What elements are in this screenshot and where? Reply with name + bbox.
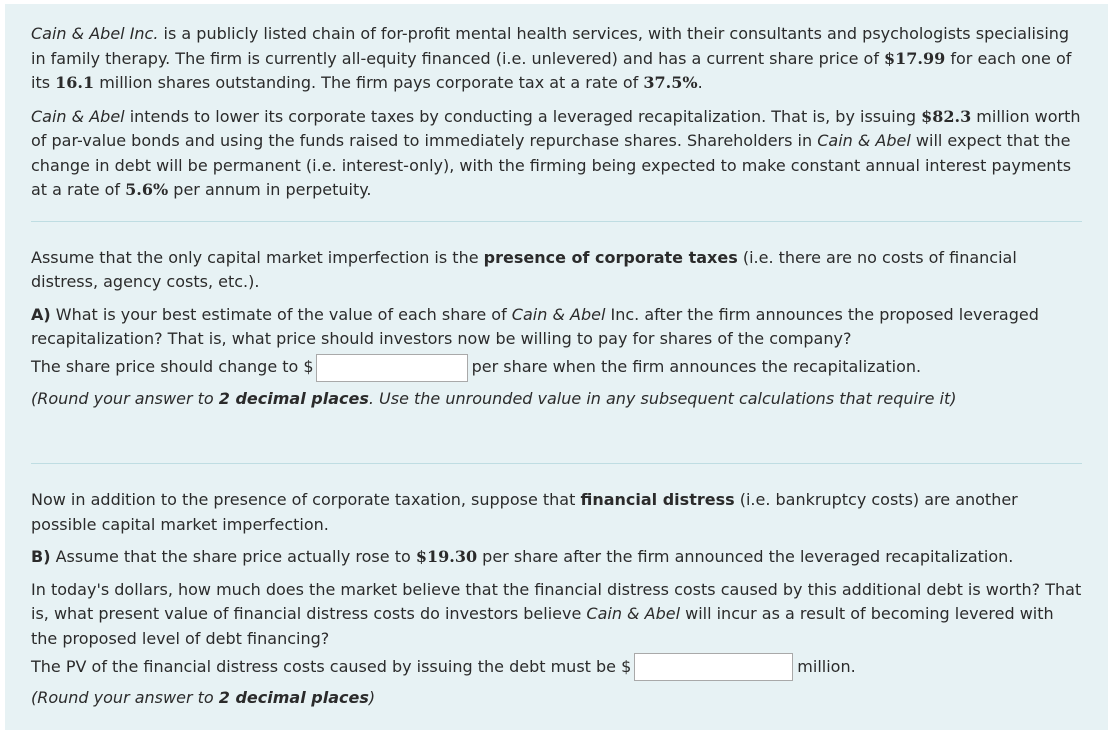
tax-rate: 37.5% — [643, 73, 698, 92]
question-text: In today's dollars, how much does the market believe that the financial distress costs caused by this additional debt is worth? That is, what present value of financial distress costs do investors believe — [31, 579, 1082, 623]
intro-text: . — [697, 73, 703, 92]
answer-prefix: The PV of the financial distress costs caused by issuing the debt must be $ — [31, 656, 632, 676]
assumption-text: Assume that the only capital market imperfection is the — [31, 247, 484, 267]
hint-text: (Round your answer to — [31, 688, 219, 707]
hint-bold: 2 decimal places — [218, 688, 369, 707]
part-b-intro — [31, 488, 1082, 537]
answer-suffix: per share when the firm announces the recapitalization. — [471, 357, 922, 377]
question-text: Inc. after the firm announces the proposed leveraged recapitalization? That is, what price should investors now be willing to pay for shares of the company? — [31, 304, 1039, 348]
answer-suffix: million. — [797, 656, 856, 676]
distress-cost-input[interactable] — [634, 653, 793, 681]
intro-text: for each one of its — [31, 48, 1072, 92]
recap-text: intends to lower its corporate taxes by conducting a leveraged recapitalization. That is, by issuing — [124, 106, 922, 126]
hint-bold: 2 decimal places — [218, 388, 369, 408]
hint-text: . Use the unrounded value in any subsequent calculations that require it) — [368, 388, 957, 408]
part-a-rounding-hint — [31, 387, 1082, 412]
question-text: per share after the firm announced the leveraged recapitalization. — [477, 547, 1014, 566]
part-b-label: B) — [31, 547, 51, 566]
recap-text: will expect that the change in debt will be permanent (i.e. interest-only), with the firming being expected to make constant annual interest payments at a rate of — [31, 131, 1072, 199]
intro-paragraph — [31, 22, 1082, 96]
share-price-input[interactable] — [316, 354, 468, 382]
debt-amount: $82.3 — [921, 106, 972, 126]
part-b-question-2 — [31, 578, 1082, 652]
question-text: will incur as a result of becoming levered with the proposed level of debt financing? — [31, 604, 1054, 648]
assumption-text: (i.e. there are no costs of financial distress, agency costs, etc.). — [31, 247, 1017, 291]
part-a-label: A) — [31, 304, 51, 324]
intro-text: is a publicly listed chain of for-profit mental health services, with their consultants and psychologists specialising in family therapy. The firm is currently all-equity financed (i.e. unlevered) and has a current share price of — [31, 24, 1070, 68]
company-name: Cain & Abel — [586, 604, 681, 623]
shares-outstanding: 16.1 — [55, 73, 95, 92]
interest-rate: 5.6% — [125, 180, 169, 199]
intro-text: million shares outstanding. The firm pays corporate tax at a rate of — [94, 73, 644, 92]
hint-text: ) — [368, 688, 376, 707]
question-text: Assume that the share price actually rose to — [50, 547, 416, 566]
part-a-question — [31, 303, 1082, 352]
company-name: Cain & Abel — [511, 304, 606, 324]
section-divider — [31, 221, 1082, 222]
company-name: Cain & Abel — [817, 131, 911, 150]
question-panel — [5, 4, 1108, 730]
part-a-answer-line — [31, 352, 1082, 384]
assumption-bold: presence of corporate taxes — [483, 247, 738, 267]
intro-text: Now in addition to the presence of corporate taxation, suppose that — [31, 490, 581, 509]
new-share-price: $19.30 — [415, 547, 478, 566]
share-price: $17.99 — [884, 48, 946, 68]
company-name: Cain & Abel Inc. — [31, 24, 159, 43]
part-b-rounding-hint — [31, 686, 1082, 711]
part-a-assumption — [31, 246, 1082, 295]
part-b-question — [31, 545, 1082, 570]
answer-prefix: The share price should change to $ — [31, 357, 314, 377]
part-b-answer-line — [31, 651, 1082, 683]
section-divider — [31, 463, 1082, 464]
recap-paragraph — [31, 105, 1082, 203]
intro-text: (i.e. bankruptcy costs) are another possible capital market imperfection. — [31, 490, 1018, 534]
hint-text: (Round your answer to — [31, 388, 219, 408]
recap-text: per annum in perpetuity. — [168, 180, 372, 199]
recap-text: million worth of par-value bonds and using the funds raised to immediately repurchase shares. Shareholders in — [31, 106, 1081, 150]
question-text: What is your best estimate of the value of each share of — [50, 304, 512, 324]
company-name: Cain & Abel — [31, 106, 125, 126]
intro-bold: financial distress — [580, 490, 735, 509]
